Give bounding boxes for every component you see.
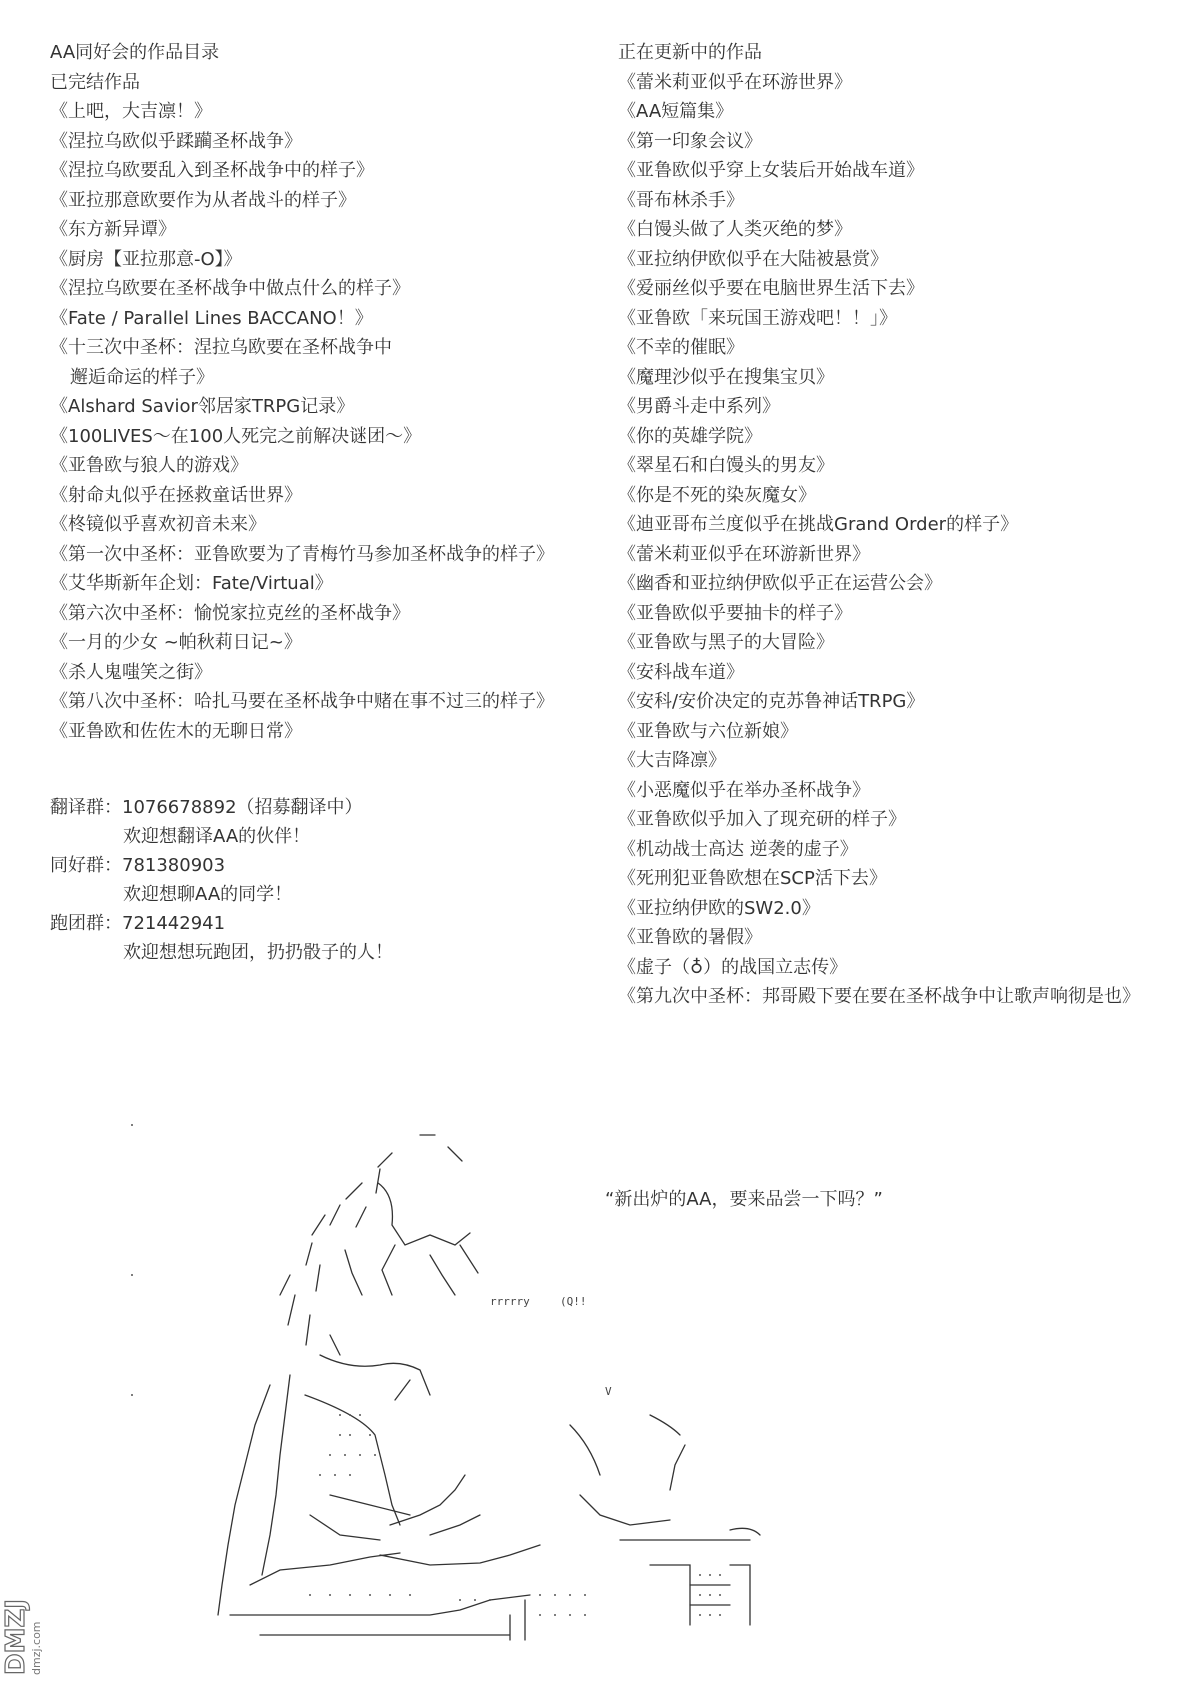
work-title: 《涅拉乌欧似乎蹂躏圣杯战争》 bbox=[50, 130, 302, 152]
trpg-group-row bbox=[50, 909, 570, 938]
fan-group-label: 同好群： bbox=[50, 855, 122, 876]
work-title: 《安科/安价决定的克苏鲁神话TRPG》 bbox=[618, 691, 925, 712]
work-title: 《亚拉那意欧要作为从者战斗的样子》 bbox=[50, 189, 356, 211]
group-contacts bbox=[50, 793, 570, 967]
work-title: 《东方新异谭》 bbox=[50, 219, 176, 240]
dmzj-watermark-logo bbox=[1, 1520, 46, 1680]
work-title: 《第一次中圣杯：亚鲁欧要为了青梅竹马参加圣杯战争的样子》 bbox=[50, 543, 554, 565]
work-title: 《你是不死的染灰魔女》 bbox=[618, 484, 816, 506]
work-title: 《大吉降凛》 bbox=[618, 750, 726, 771]
work-title: 《亚鲁欧与六位新娘》 bbox=[618, 720, 798, 742]
ascii-art-drawing bbox=[130, 1095, 830, 1655]
fan-group-row bbox=[50, 851, 570, 880]
trpg-group-number: 721442941 bbox=[122, 913, 226, 934]
work-title: 《亚鲁欧似乎穿上女装后开始战车道》 bbox=[618, 160, 924, 181]
work-title: 《第八次中圣杯：哈扎马要在圣杯战争中赌在事不过三的样子》 bbox=[50, 691, 554, 712]
work-title: 《小恶魔似乎在举办圣杯战争》 bbox=[618, 779, 870, 801]
trpg-group-label: 跑团群： bbox=[50, 913, 122, 934]
work-title: 《一月的少女 ~帕秋莉日记~》 bbox=[50, 632, 302, 653]
work-title: 《亚拉纳伊欧的SW2.0》 bbox=[618, 897, 820, 919]
translate-group-number: 1076678892（招募翻译中） bbox=[122, 797, 363, 818]
work-title: 《十三次中圣杯：涅拉乌欧要在圣杯战争中 bbox=[50, 337, 392, 358]
work-title: 《AA短篇集》 bbox=[618, 101, 734, 122]
work-title: 《机动战士高达 逆袭的虚子》 bbox=[618, 838, 858, 860]
work-title: 《涅拉乌欧要乱入到圣杯战争中的样子》 bbox=[50, 160, 374, 181]
work-title: 《哥布林杀手》 bbox=[618, 189, 744, 211]
work-title: 《第九次中圣杯：邦哥殿下要在要在圣杯战争中让歌声响彻是也》 bbox=[618, 986, 1140, 1007]
work-title: 《Fate / Parallel Lines BACCANO！》 bbox=[50, 307, 373, 329]
work-title: 《翠星石和白馒头的男友》 bbox=[618, 455, 834, 476]
work-title: 《虚子（♁）的战国立志传》 bbox=[618, 956, 848, 978]
work-title: 《白馒头做了人类灭绝的梦》 bbox=[618, 219, 852, 240]
watermark-site-text: dmzj.com bbox=[30, 1621, 43, 1675]
work-title: 《亚拉纳伊欧似乎在大陆被悬赏》 bbox=[618, 248, 888, 270]
work-title: 《柊镜似乎喜欢初音未来》 bbox=[50, 514, 266, 535]
watermark-logo-text: DMZJ bbox=[1, 1599, 31, 1675]
translate-group-row bbox=[50, 793, 570, 822]
work-title: 《亚鲁欧和佐佐木的无聊日常》 bbox=[50, 720, 302, 742]
work-title: 《厨房【亚拉那意-O】》 bbox=[50, 248, 242, 270]
work-title: 《蕾米莉亚似乎在环游世界》 bbox=[618, 71, 852, 93]
work-title: 《爱丽丝似乎要在电脑世界生活下去》 bbox=[618, 278, 924, 299]
work-title: 《上吧，大吉凛！》 bbox=[50, 101, 212, 122]
ongoing-works-header: 正在更新中的作品 bbox=[618, 42, 762, 63]
aa-fragment: rrrrry bbox=[490, 1295, 530, 1308]
work-title: 《死刑犯亚鲁欧想在SCP活下去》 bbox=[618, 868, 887, 889]
work-title: 《不幸的催眠》 bbox=[618, 337, 744, 358]
work-title: 《射命丸似乎在拯救童话世界》 bbox=[50, 484, 302, 506]
work-title: 《亚鲁欧似乎加入了现充研的样子》 bbox=[618, 809, 906, 830]
work-title: 《蕾米莉亚似乎在环游新世界》 bbox=[618, 543, 870, 565]
ongoing-works-column bbox=[618, 38, 1188, 1012]
fan-group-number: 781380903 bbox=[122, 855, 226, 876]
work-title: 《第一印象会议》 bbox=[618, 130, 762, 152]
aa-fragment: V bbox=[605, 1385, 612, 1398]
work-title: 《杀人鬼嗤笑之街》 bbox=[50, 661, 212, 683]
speech-quote: “新出炉的AA，要来品尝一下吗？” bbox=[605, 1189, 883, 1210]
work-title: 《幽香和亚拉纳伊欧似乎正在运营公会》 bbox=[618, 573, 942, 594]
work-title: 《男爵斗走中系列》 bbox=[618, 396, 780, 417]
work-title: 《亚鲁欧与狼人的游戏》 bbox=[50, 455, 248, 476]
work-title: 《第六次中圣杯：愉悦家拉克丝的圣杯战争》 bbox=[50, 602, 410, 624]
trpg-group-note: 欢迎想想玩跑团，扔扔骰子的人！ bbox=[123, 942, 393, 963]
work-title: 《安科战车道》 bbox=[618, 661, 744, 683]
completed-works-column bbox=[50, 38, 610, 746]
work-title-continuation: 邂逅命运的样子》 bbox=[70, 366, 214, 388]
completed-works-subheader: 已完结作品 bbox=[50, 71, 140, 93]
work-title: 《亚鲁欧似乎要抽卡的样子》 bbox=[618, 602, 852, 624]
work-title: 《迪亚哥布兰度似乎在挑战Grand Order的样子》 bbox=[618, 514, 1019, 535]
work-title: 《100LIVES～在100人死完之前解决谜团～》 bbox=[50, 425, 422, 447]
work-title: 《艾华斯新年企划：Fate/Virtual》 bbox=[50, 573, 333, 594]
ascii-art-illustration bbox=[130, 1095, 830, 1655]
translate-group-note: 欢迎想翻译AA的伙伴！ bbox=[123, 826, 311, 847]
translate-group-label: 翻译群： bbox=[50, 797, 122, 818]
work-title: 《亚鲁欧与黑子的大冒险》 bbox=[618, 632, 834, 653]
fan-group-note: 欢迎想聊AA的同学！ bbox=[123, 884, 293, 905]
work-title: 《你的英雄学院》 bbox=[618, 425, 762, 447]
aa-fragment: (Q!! bbox=[560, 1295, 587, 1308]
work-title: 《涅拉乌欧要在圣杯战争中做点什么的样子》 bbox=[50, 278, 410, 299]
catalog-header: AA同好会的作品目录 bbox=[50, 42, 220, 63]
work-title: 《魔理沙似乎在搜集宝贝》 bbox=[618, 366, 834, 388]
work-title: 《亚鲁欧「来玩国王游戏吧！！」》 bbox=[618, 307, 897, 329]
work-title: 《Alshard Savior邻居家TRPG记录》 bbox=[50, 396, 355, 417]
work-title: 《亚鲁欧的暑假》 bbox=[618, 927, 762, 948]
